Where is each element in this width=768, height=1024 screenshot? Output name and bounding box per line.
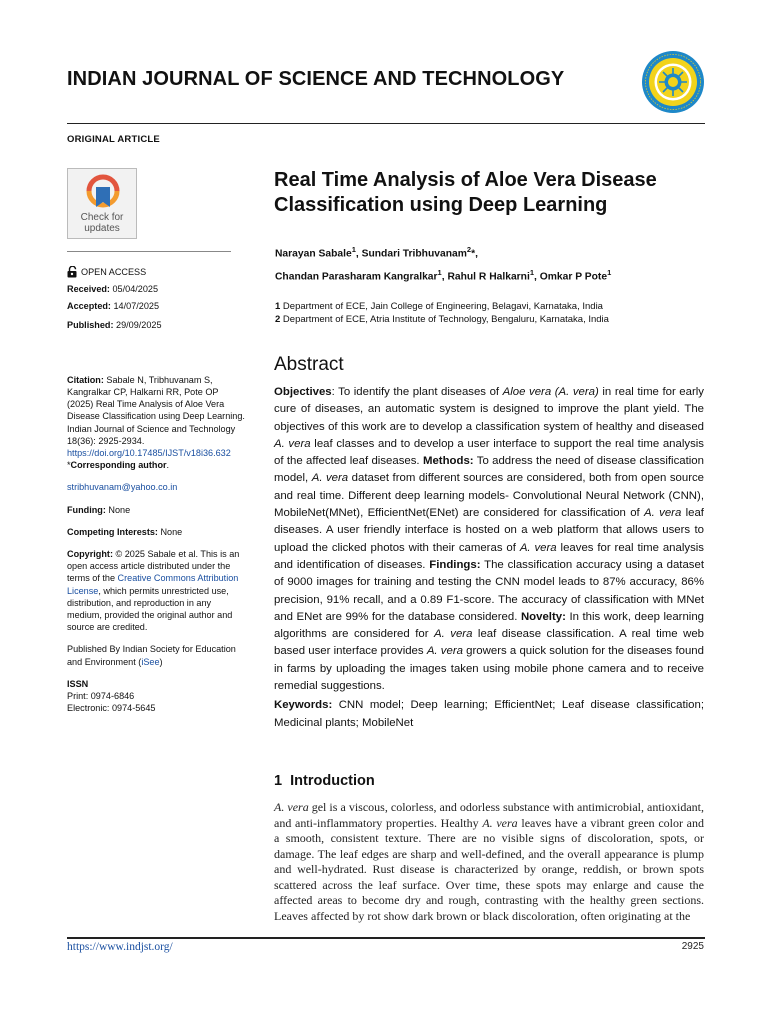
abstract-body (274, 384, 704, 732)
license-link[interactable]: Creative Commons Attribution License (67, 573, 239, 596)
header-rule (67, 123, 705, 124)
page-number: 2925 (681, 941, 704, 952)
journal-seal-logo (641, 50, 705, 114)
citation: Citation: Sabale N, Tribhuvanam S, Kangralkar CP, Halkarni RR, Pote OP (2025) Real Time Analysis of Aloe Vera Disease Classification using Deep Learning. Indian Journal of Science and Technology 18(36): 2925-2934. https://doi.org/10.17485/IJST/v18i36.632 (67, 374, 245, 459)
isee-link[interactable]: iSee (141, 656, 160, 667)
author-affiliation-mark: 1 (529, 268, 535, 278)
author-list (275, 240, 715, 287)
abstract-paragraph: Objectives: To identify the plant diseases of Aloe vera (A. vera) in real time for early cure of diseases, an automatic system is designed to improve the plant yield. The objectives of this work are to develop a classification system of healthy and diseased A. vera leaf classes and to develop a user interface to support the real time analysis of the affected leaf diseases. Methods: To address the need of disease classification model, A. vera dataset from different sources are considered, both from open source and real time. Different deep learning models- Convolutional Neural Network (CNN), MobileNet(MNet), EfficientNet(ENet) are considered for classification of A. vera leaf diseases. A user friendly interface is hosted on a web platform that allows users to upload the clicked photos with their cameras of A. vera leaves for real time analysis and identification of diseases. Findings: The classification accuracy using a dataset of 9000 images for training and testing the CNN model leads to 87% accuracy, 86% precision, 91% recall, and a 0.89 F1-score. The accuracy of classification with MNet and ENet are 99% for the database considered. Novelty: In this work, deep learning algorithms are considered for A. vera leaf disease classification. A real time web based user interface provides A. vera growers a quick solution for the diseases found in farms by uploading the images taken using mobile phone camera and to receive remedial suggestions. (274, 386, 705, 693)
citation-doi-link[interactable]: https://doi.org/10.17485/IJST/v18i36.632 (67, 448, 231, 459)
check-for-updates-label: Check for updates (80, 212, 124, 234)
author-name: Narayan Sabale (275, 248, 352, 260)
author-name: Omkar P Pote (539, 271, 608, 283)
abstract-heading: Abstract (274, 354, 344, 375)
affiliation-item: 2 Department of ECE, Atria Institute of Technology, Bengaluru, Karnataka, India (275, 314, 609, 325)
open-access-line (67, 266, 247, 278)
corresponding-author: *Corresponding author. (67, 460, 170, 471)
keywords: Keywords: CNN model; Deep learning; EfficientNet; Leaf disease classification; Medicinal plants; MobileNet (274, 699, 704, 729)
footer-journal-link[interactable]: https://www.indjst.org/ (67, 941, 173, 953)
crossmark-icon (83, 173, 123, 213)
open-lock-icon (67, 266, 78, 278)
affiliations (275, 300, 715, 326)
article-info-sidebar (67, 266, 247, 714)
issn-electronic: Electronic: 0974-5645 (67, 703, 156, 714)
competing-interests: Competing Interests: None (67, 526, 183, 537)
copyright: Copyright: © 2025 Sabale et al. This is an open access article distributed under the terms of the Creative Commons Attribution License, which permits unrestricted use, distribution, and reproduction in any medium, provided the original author and source are credited. (67, 549, 240, 633)
published-date: Published: 29/09/2025 (67, 319, 162, 330)
section-heading-introduction: 1 Introduction (274, 773, 375, 789)
author-affiliation-mark: 2 (466, 245, 472, 254)
author-name: Sundari Tribhuvanam (361, 248, 467, 260)
author-line-1: Narayan Sabale$^1$, Sundari Tribhuvanam$^2$*, (275, 245, 478, 260)
author-affiliation-mark: 1 (607, 268, 612, 278)
article-title: Real Time Analysis of Aloe Vera Disease Classification using Deep Learning (274, 169, 657, 216)
accepted-date: Accepted: 14/07/2025 (67, 301, 160, 312)
issn-print: Print: 0974-6846 (67, 691, 135, 702)
article-type: ORIGINAL ARTICLE (67, 134, 160, 145)
introduction-paragraph: A. vera gel is a viscous, colorless, and odorless substance with antimicrobial, antioxidant, and anti-inflammatory properties. Healthy A. vera leaves have a vibrant green color and a smooth, consistent texture. There are no visible signs of discoloration, spots, or damage. The leaf edges are sharp and well-defined, and the overall appearance is plump and well-hydrated. Rust disease is characterized by orange, reddish, or brown spots scattered across the leaf surface. Over time, these spots may enlarge and cause the affected areas to become dry and rough, contrasting with the healthy green sections. Leaves affected by rot show dark brown or black discoloration, often originating at the (274, 800, 705, 923)
funding: Funding: None (67, 504, 131, 515)
journal-title: INDIAN JOURNAL OF SCIENCE AND TECHNOLOGY (67, 68, 565, 90)
author-affiliation-mark: 1 (351, 245, 356, 254)
sidebar-rule (67, 251, 231, 252)
received-date: Received: 05/04/2025 (67, 284, 159, 295)
open-access-label: OPEN ACCESS (81, 267, 147, 277)
publisher: Published By Indian Society for Education and Environment (iSee) (67, 644, 236, 667)
author-name: Rahul R Halkarni (447, 271, 530, 283)
corresponding-email[interactable]: stribhuvanam@yahoo.co.in (67, 482, 178, 493)
author-affiliation-mark: 1 (437, 268, 442, 278)
author-line-2: Chandan Parasharam Kangralkar$^1$, Rahul R Halkarni$^1$, Omkar P Pote$^1$ (275, 268, 612, 283)
affiliation-item: 1 Department of ECE, Jain College of Engineering, Belagavi, Karnataka, India (275, 301, 603, 312)
check-for-updates-badge[interactable] (67, 168, 137, 239)
issn-label: ISSN (67, 678, 89, 689)
author-name: Chandan Parasharam Kangralkar (275, 271, 438, 283)
footer-rule (67, 937, 705, 939)
